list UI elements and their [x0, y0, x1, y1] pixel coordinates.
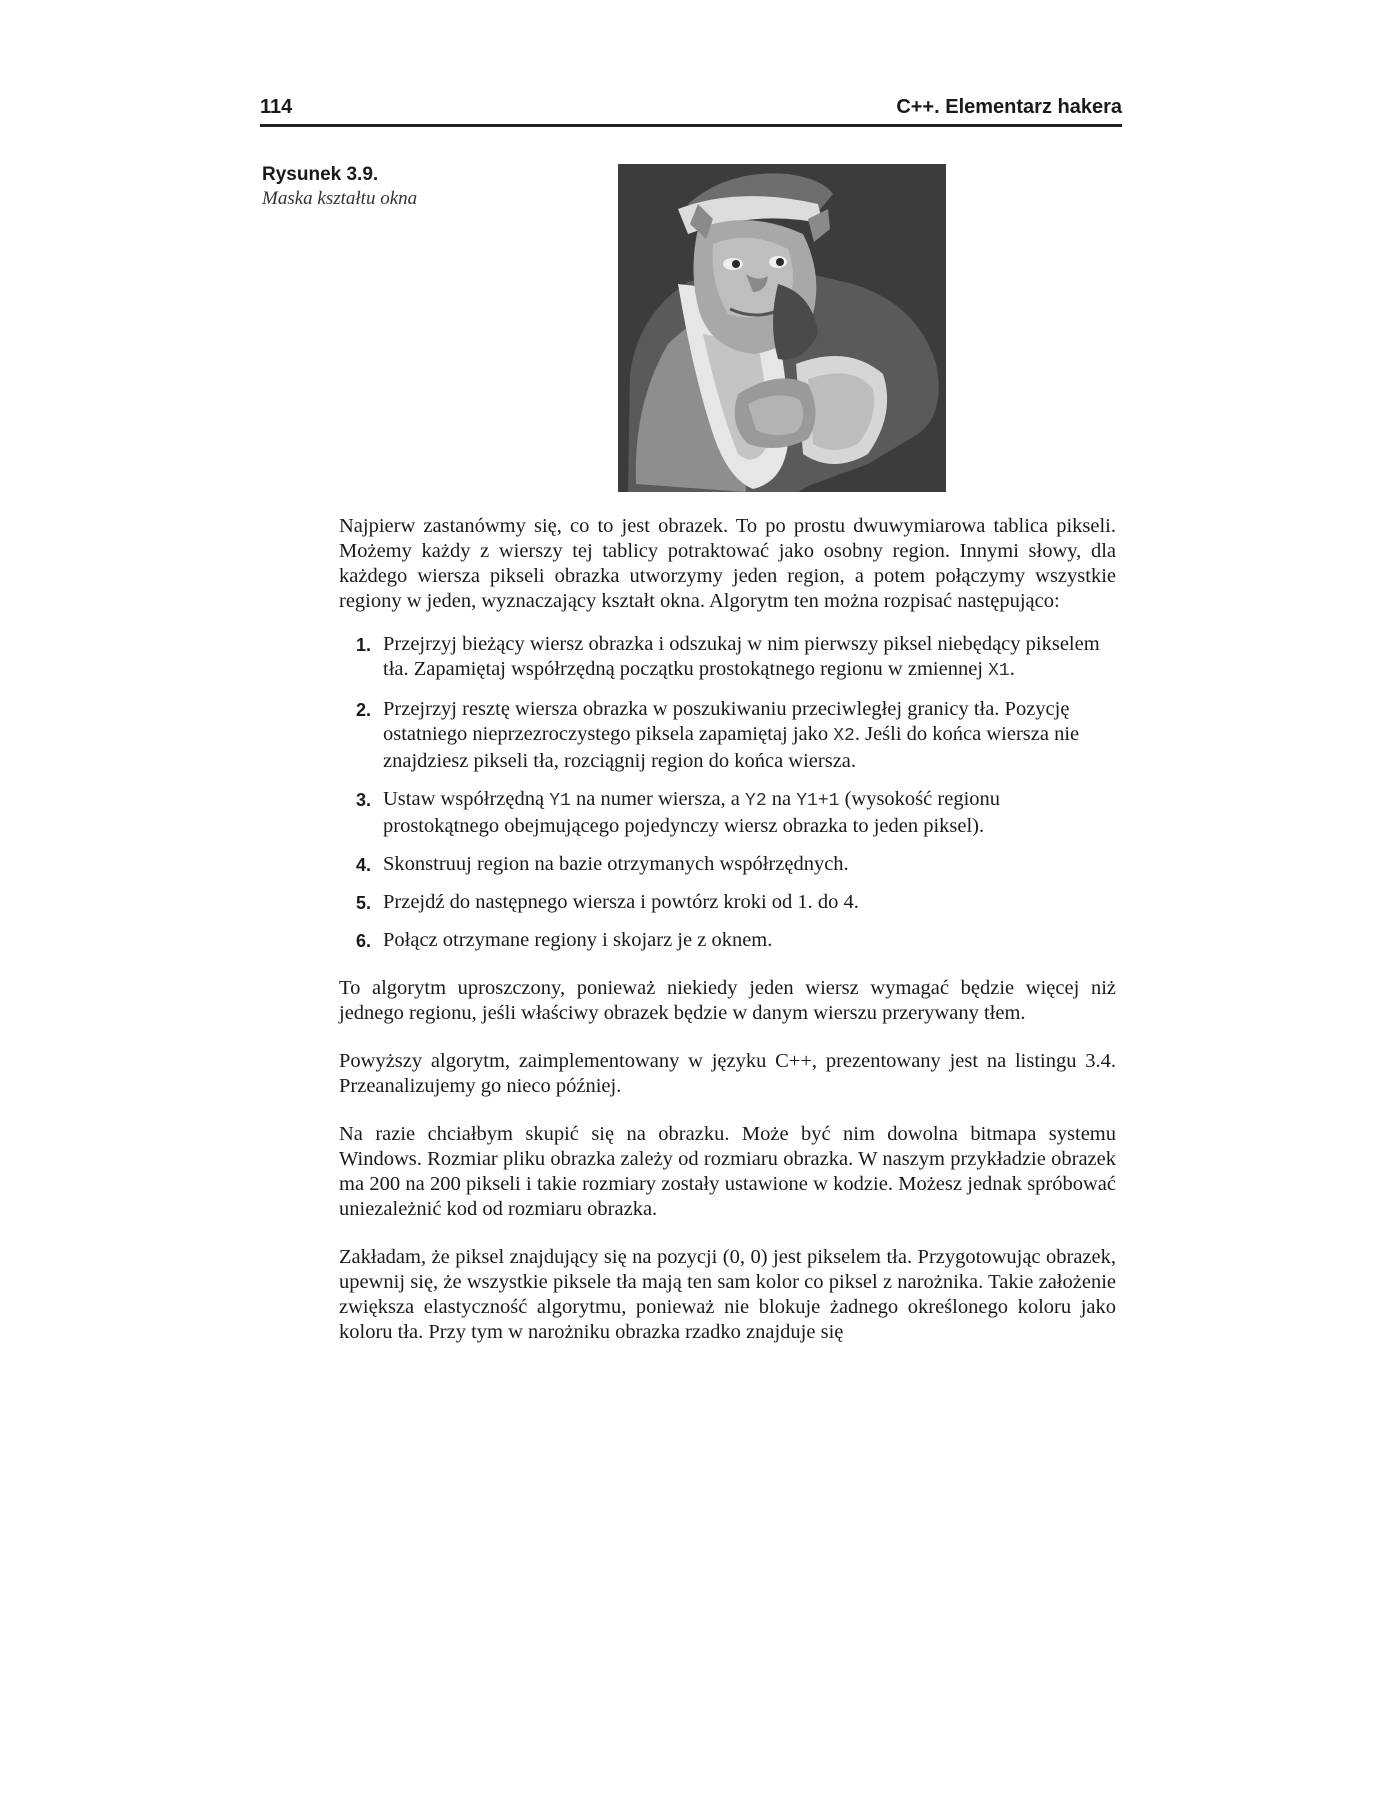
step-6	[339, 928, 1116, 953]
code-x2: X2	[833, 726, 855, 746]
page-header	[260, 96, 1122, 126]
step-number: 1.	[356, 635, 372, 655]
step-number: 4.	[356, 855, 372, 875]
step-2	[339, 697, 1116, 774]
step-text: Ustaw współrzędną	[383, 788, 550, 810]
step-text: Skonstruuj region na bazie otrzymanych współrzędnych.	[383, 853, 849, 875]
step-number: 3.	[356, 790, 372, 810]
figure-image	[618, 164, 946, 492]
paragraph: Zakładam, że piksel znajdujący się na pozycji (0, 0) jest pikselem tła. Przygotowując obrazek, upewnij się, że wszystkie piksele tła mają ten sam kolor co piksel z narożnika. Takie założenie zwiększa elastyczność algorytmu, ponieważ nie blokuje żadnego określonego koloru jako koloru tła. Przy tym w narożniku obrazka rzadko znajduje się	[339, 1246, 1116, 1343]
step-text: . Jeśli do końca wiersza nie znajdziesz pikseli tła, rozciągnij region do końca wiersza.	[383, 723, 1080, 772]
step-text: na numer wiersza, a	[570, 788, 746, 810]
code-y1: Y1	[549, 791, 571, 811]
step-text: na	[766, 788, 797, 810]
figure-title: Maska kształtu okna	[262, 188, 418, 209]
header-rule	[260, 124, 1122, 127]
step-text: Przejrzyj resztę wiersza obrazka w poszukiwaniu przeciwległej granicy tła. Pozycję ostatniego nieprzezroczystego piksela zapamiętaj jako	[383, 698, 1070, 745]
ogre-santa-illustration	[618, 164, 946, 492]
body-text	[339, 514, 1116, 1345]
algorithm-steps	[339, 632, 1116, 953]
step-text: Połącz otrzymane regiony i skojarz je z oknem.	[383, 929, 773, 951]
step-number: 6.	[356, 931, 372, 951]
step-number: 5.	[356, 893, 372, 913]
step-text: (wysokość regionu prostokątnego obejmującego pojedynczy wiersz obrazka to jeden piksel).	[383, 788, 1001, 837]
paragraph: To algorytm uproszczony, ponieważ niekiedy jeden wiersz wymagać będzie więcej niż jednego regionu, jeśli właściwy obrazek będzie w danym wierszu przerywany tłem.	[339, 977, 1116, 1024]
code-y2: Y2	[745, 791, 767, 811]
code-x1: X1	[988, 661, 1010, 681]
figure-label: Rysunek 3.9.	[262, 164, 379, 185]
running-title: C++. Elementarz hakera	[896, 96, 1122, 118]
step-4	[339, 852, 1116, 877]
step-text: .	[1009, 658, 1015, 680]
step-text: Przejrzyj bieżący wiersz obrazka i odszukaj w nim pierwszy piksel niebędący pikselem tła. Zapamiętaj współrzędną początku prostokątnego regionu w zmiennej	[383, 633, 1100, 680]
step-text: Przejdź do następnego wiersza i powtórz kroki od 1. do 4.	[383, 891, 859, 913]
figure-caption	[262, 163, 522, 211]
code-y1-plus-1: Y1+1	[796, 791, 840, 811]
paragraph: Na razie chciałbym skupić się na obrazku. Może być nim dowolna bitmapa systemu Windows. Rozmiar pliku obrazka zależy od rozmiaru obrazka. W naszym przykładzie obrazek ma 200 na 200 pikseli i takie rozmiary zostały ustawione w kodzie. Możesz jednak spróbować uniezależnić kod od rozmiaru obrazka.	[339, 1123, 1116, 1220]
page-number: 114	[260, 96, 293, 118]
step-1	[339, 632, 1116, 684]
step-5	[339, 890, 1116, 915]
paragraph: Powyższy algorytm, zaimplementowany w języku C++, prezentowany jest na listingu 3.4. Przeanalizujemy go nieco później.	[339, 1050, 1116, 1097]
intro-paragraph: Najpierw zastanówmy się, co to jest obrazek. To po prostu dwuwymiarowa tablica pikseli. Możemy każdy z wierszy tej tablicy potraktować jako osobny region. Innymi słowy, dla każdego wiersza pikseli obrazka utworzymy jeden region, a potem połączymy wszystkie regiony w jeden, wyznaczający kształt okna. Algorytm ten można rozpisać następująco:	[339, 515, 1116, 612]
step-3	[339, 787, 1116, 839]
step-number: 2.	[356, 700, 372, 720]
